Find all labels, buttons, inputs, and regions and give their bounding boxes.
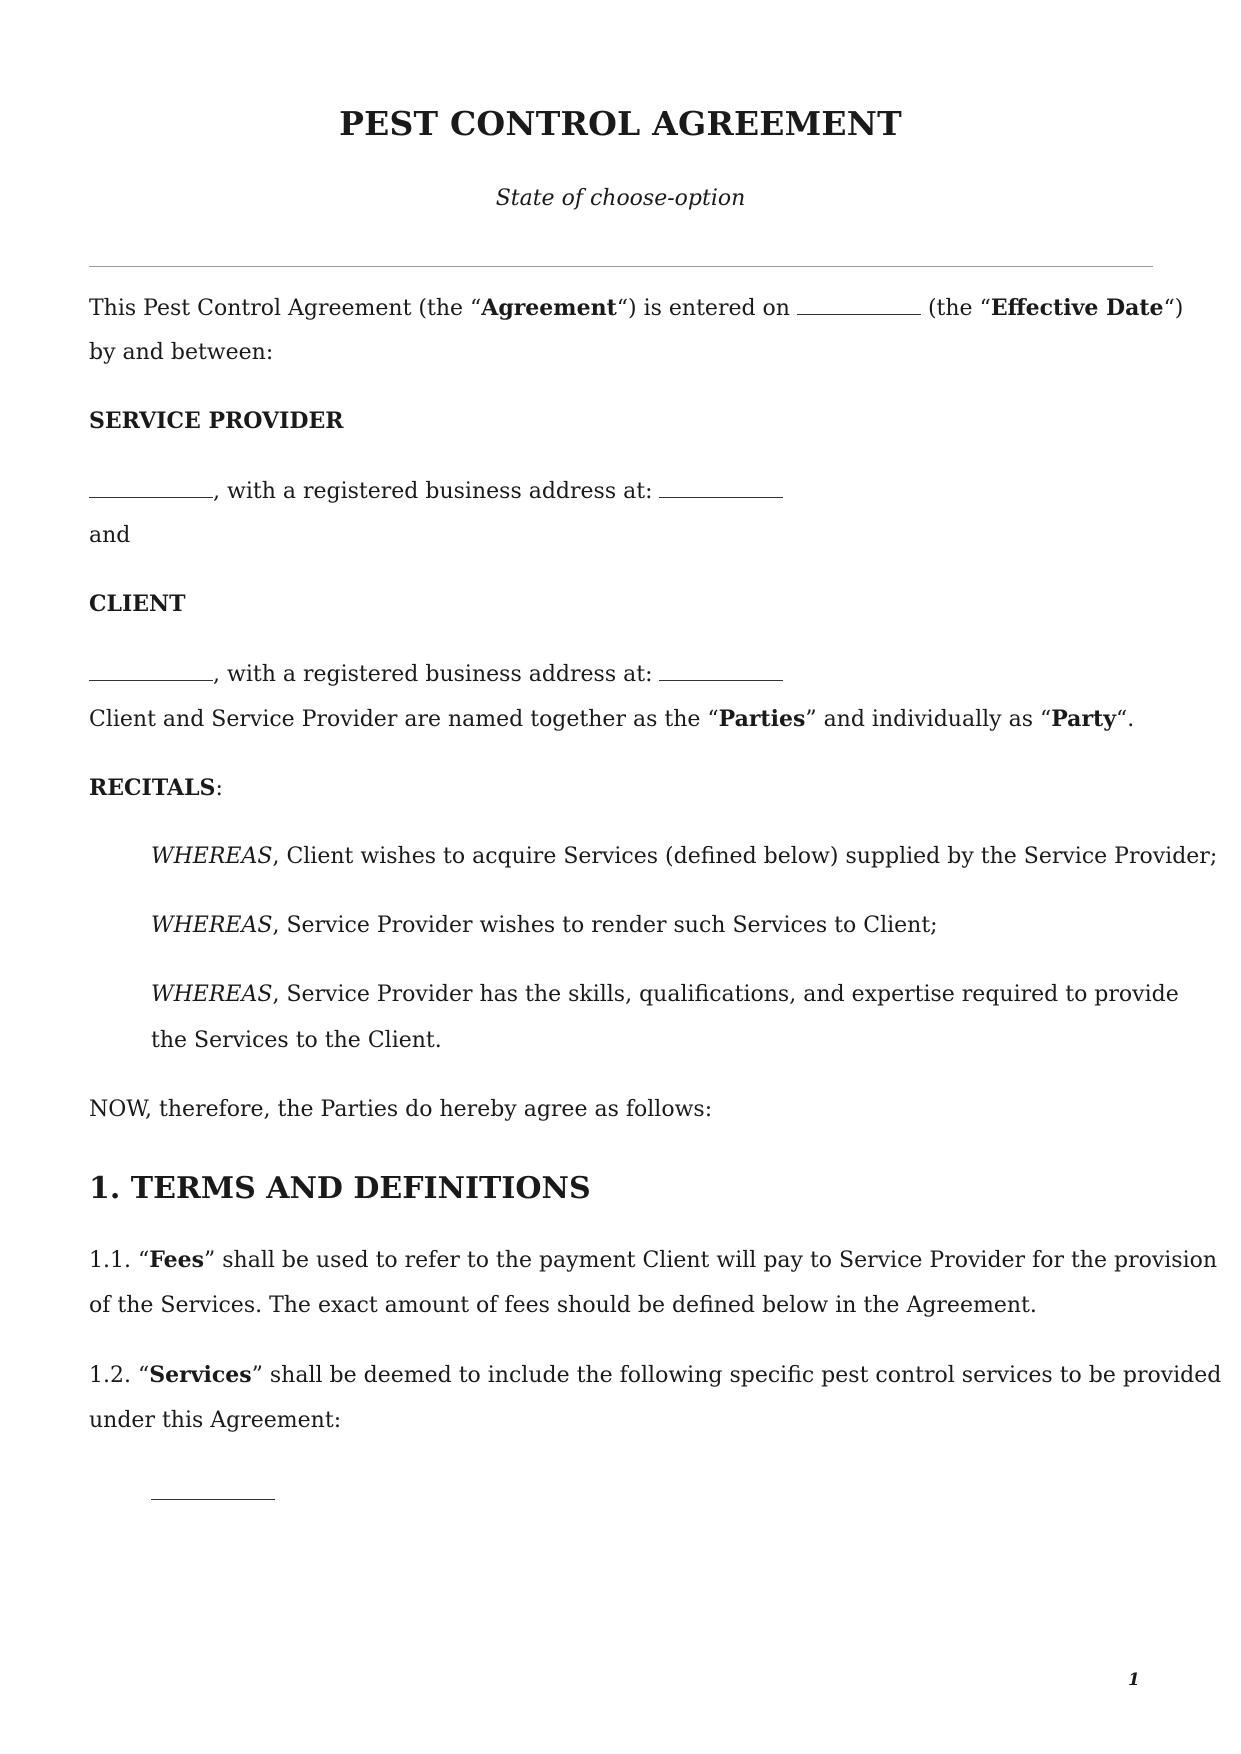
client-line xyxy=(89,658,783,690)
fees-term: Fees xyxy=(149,1247,205,1273)
services-list-blank[interactable] xyxy=(151,1499,275,1500)
intro-text: “) xyxy=(1163,296,1184,321)
clause-number: 1.2. “ xyxy=(89,1363,150,1388)
service-provider-address-blank[interactable] xyxy=(659,475,783,498)
effective-date-blank[interactable] xyxy=(797,292,921,315)
recitals-label: RECITALS xyxy=(89,775,216,801)
recital-text: , Service Provider wishes to render such Services to Client; xyxy=(272,913,938,938)
client-address-blank[interactable] xyxy=(659,658,783,681)
recitals-heading xyxy=(89,773,223,804)
recital-text: , Service Provider has the skills, qualifications, and expertise required to provide xyxy=(272,982,1179,1007)
intro-text: (the “ xyxy=(920,296,991,321)
recitals-colon: : xyxy=(215,776,223,801)
page-number: 1 xyxy=(1128,1670,1140,1690)
recital-item xyxy=(151,980,1179,1010)
service-provider-name-blank[interactable] xyxy=(89,475,213,498)
whereas-label: WHEREAS xyxy=(151,913,273,938)
parties-text: Client and Service Provider are named together as the “ xyxy=(89,707,719,732)
service-provider-line xyxy=(89,475,783,507)
recital-text: , Client wishes to acquire Services (defined below) supplied by the Service Provider; xyxy=(272,844,1218,869)
client-address-label: , with a registered business address at: xyxy=(213,662,660,687)
clause-text: ” shall be used to refer to the payment Client will pay to Service Provider for the provision xyxy=(204,1248,1218,1273)
document-title: PEST CONTROL AGREEMENT xyxy=(339,104,902,143)
document-subtitle: State of choose-option xyxy=(495,186,746,211)
intro-line-1 xyxy=(89,292,1183,324)
service-provider-heading: SERVICE PROVIDER xyxy=(89,408,344,434)
header-divider xyxy=(89,266,1153,267)
now-therefore-text: NOW, therefore, the Parties do hereby agree as follows: xyxy=(89,1097,713,1122)
parties-term: Parties xyxy=(718,706,806,732)
service-provider-address-label: , with a registered business address at: xyxy=(213,479,660,504)
agreement-term: Agreement xyxy=(481,295,617,321)
intro-text: “) is entered on xyxy=(616,296,797,321)
clause-1-1 xyxy=(89,1245,1217,1276)
recital-item-continuation: the Services to the Client. xyxy=(151,1028,442,1053)
services-term: Services xyxy=(149,1362,252,1388)
and-text: and xyxy=(89,523,131,548)
whereas-label: WHEREAS xyxy=(151,982,273,1007)
clause-1-1-line-2: of the Services. The exact amount of fees should be defined below in the Agreement. xyxy=(89,1293,1037,1318)
clause-1-2 xyxy=(89,1360,1221,1391)
effective-date-term: Effective Date xyxy=(990,295,1164,321)
clause-number: 1.1. “ xyxy=(89,1248,150,1273)
party-term: Party xyxy=(1051,706,1116,732)
parties-text: ” and individually as “ xyxy=(805,707,1052,732)
section-1-heading: 1. TERMS AND DEFINITIONS xyxy=(89,1171,591,1206)
clause-1-2-line-2: under this Agreement: xyxy=(89,1408,342,1433)
recital-item xyxy=(151,911,938,941)
intro-line-2: by and between: xyxy=(89,340,274,365)
parties-text: “. xyxy=(1115,707,1135,732)
clause-text: ” shall be deemed to include the following specific pest control services to be provided xyxy=(251,1363,1222,1388)
client-heading: CLIENT xyxy=(89,591,186,617)
whereas-label: WHEREAS xyxy=(151,844,273,869)
client-name-blank[interactable] xyxy=(89,658,213,681)
parties-line xyxy=(89,704,1134,735)
intro-text: This Pest Control Agreement (the “ xyxy=(89,296,482,321)
recital-item xyxy=(151,842,1217,872)
